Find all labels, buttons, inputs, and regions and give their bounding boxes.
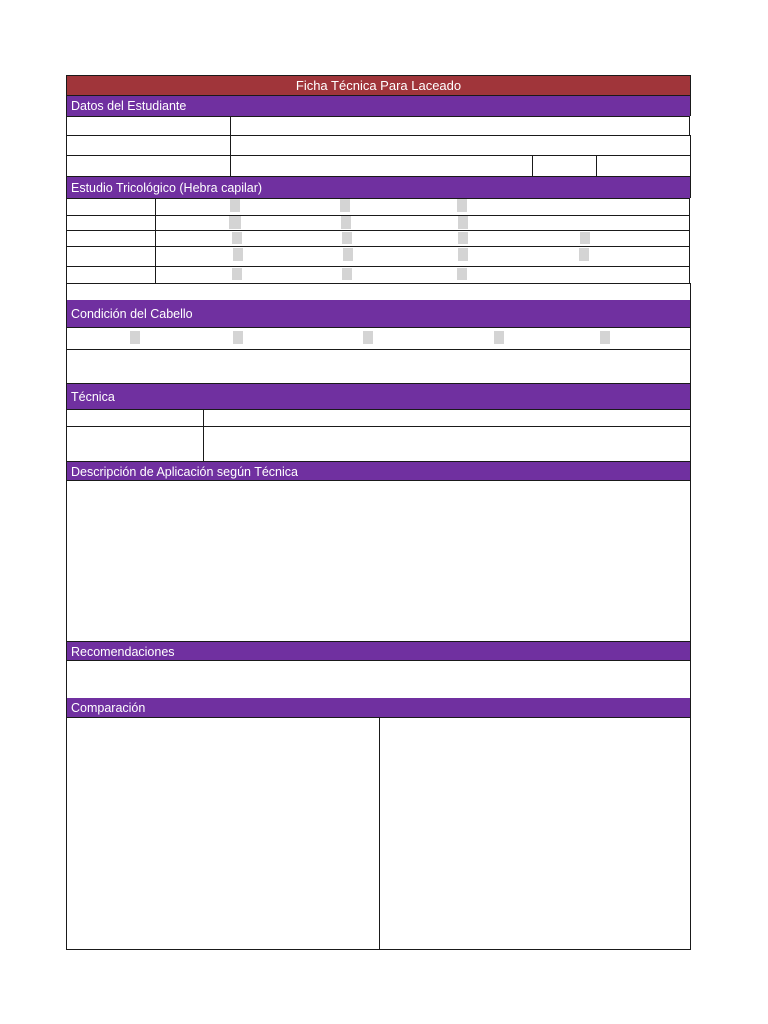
recommendations-field[interactable] [66, 660, 691, 699]
checkbox[interactable] [343, 248, 353, 261]
section-header-recomendaciones: Recomendaciones [66, 642, 691, 661]
tricology-row-label-4[interactable] [66, 246, 156, 267]
checkbox[interactable] [600, 331, 610, 344]
student-field-label-3[interactable] [66, 155, 231, 177]
tricology-row-label-1[interactable] [66, 198, 156, 216]
checkbox[interactable] [341, 216, 351, 229]
tricology-notes-row[interactable] [66, 283, 691, 301]
checkbox[interactable] [232, 268, 242, 280]
checkbox[interactable] [342, 268, 352, 280]
checkbox[interactable] [494, 331, 504, 344]
student-field-label-4[interactable] [532, 155, 597, 177]
hair-condition-notes-field[interactable] [66, 349, 691, 384]
comparison-before-field[interactable] [66, 717, 380, 950]
technique-field-label-2[interactable] [66, 426, 204, 462]
checkbox[interactable] [233, 248, 243, 261]
checkbox[interactable] [457, 268, 467, 280]
section-header-descripcion-aplicacion: Descripción de Aplicación según Técnica [66, 462, 691, 481]
student-field-label-2[interactable] [66, 135, 231, 156]
hair-condition-options-row[interactable] [66, 327, 691, 350]
tricology-row-label-5[interactable] [66, 266, 156, 284]
checkbox[interactable] [340, 199, 350, 212]
checkbox[interactable] [232, 232, 242, 244]
application-description-field[interactable] [66, 480, 691, 642]
checkbox[interactable] [229, 216, 241, 229]
tricology-row-label-2[interactable] [66, 215, 156, 231]
checkbox[interactable] [580, 232, 590, 244]
section-header-tecnica: Técnica [66, 384, 691, 410]
form-title: Ficha Técnica Para Laceado [66, 75, 691, 96]
student-field-label-1[interactable] [66, 116, 231, 136]
section-header-condicion-cabello: Condición del Cabello [66, 300, 691, 328]
student-field-value-2[interactable] [230, 135, 691, 156]
checkbox[interactable] [579, 248, 589, 261]
tricology-row-label-3[interactable] [66, 230, 156, 247]
checkbox[interactable] [230, 199, 240, 212]
section-header-datos-estudiante: Datos del Estudiante [66, 96, 691, 116]
comparison-after-field[interactable] [379, 717, 691, 950]
checkbox[interactable] [342, 232, 352, 244]
technique-field-value-1[interactable] [203, 409, 691, 427]
technique-field-value-2[interactable] [203, 426, 691, 462]
section-header-comparacion: Comparación [66, 698, 691, 718]
checkbox[interactable] [130, 331, 140, 344]
checkbox[interactable] [233, 331, 243, 344]
checkbox[interactable] [458, 216, 468, 229]
student-field-value-1[interactable] [230, 116, 690, 136]
checkbox[interactable] [457, 199, 467, 212]
student-field-value-4[interactable] [596, 155, 691, 177]
section-header-estudio-tricologico: Estudio Tricológico (Hebra capilar) [66, 177, 691, 198]
checkbox[interactable] [458, 232, 468, 244]
technique-field-label-1[interactable] [66, 409, 204, 427]
checkbox[interactable] [458, 248, 468, 261]
student-field-value-3[interactable] [230, 155, 533, 177]
checkbox[interactable] [363, 331, 373, 344]
